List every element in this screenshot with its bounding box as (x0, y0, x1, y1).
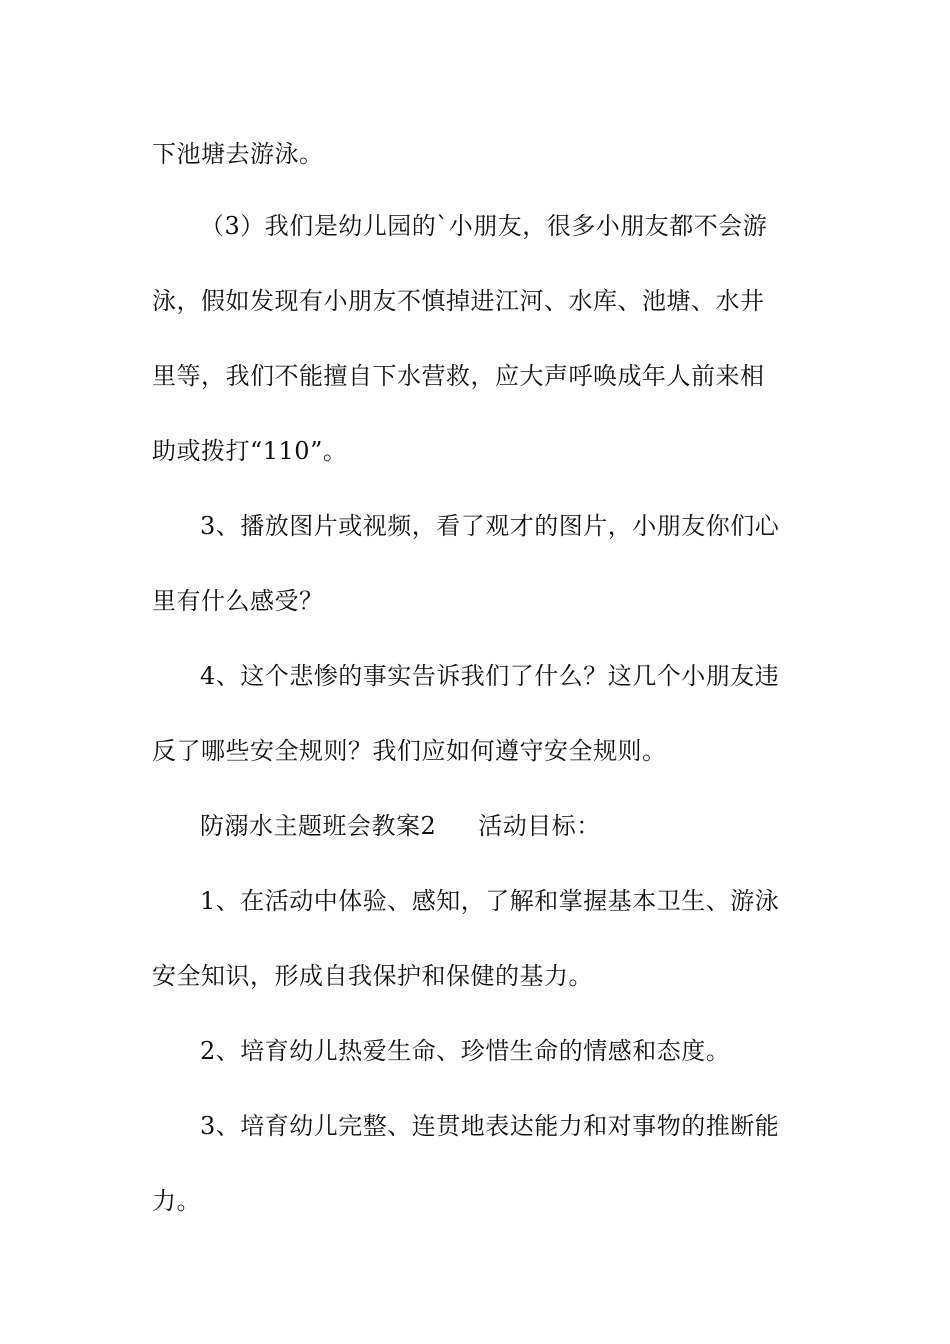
text-line: 3、播放图片或视频，看了观才的图片，小朋友你们心 (200, 512, 780, 540)
text-line: 4、这个悲惨的事实告诉我们了什么？这几个小朋友违 (200, 662, 780, 690)
text-line: 泳，假如发现有小朋友不慎掉进江河、水库、池塘、水井 (152, 287, 765, 315)
text-line: （3）我们是幼儿园的`小朋友，很多小朋友都不会游 (200, 212, 768, 240)
text-line: 1、在活动中体验、感知，了解和掌握基本卫生、游泳 (200, 887, 780, 915)
section-subtitle: 活动目标： (478, 812, 601, 840)
text-line: 里等，我们不能擅自下水营救，应大声呼唤成年人前来相 (152, 362, 765, 390)
text-line: 2、培育幼儿热爱生命、珍惜生命的情感和态度。 (200, 1037, 731, 1065)
section-title: 防溺水主题班会教案2 (200, 812, 437, 840)
text-line: 反了哪些安全规则？我们应如何遵守安全规则。 (152, 737, 667, 765)
text-line: 3、培育幼儿完整、连贯地表达能力和对事物的推断能 (200, 1112, 780, 1140)
text-line: 力。 (152, 1187, 201, 1215)
text-line: 下池塘去游泳。 (152, 140, 324, 168)
section-heading (200, 811, 860, 841)
text-line: 助或拨打“110”。 (152, 437, 348, 465)
text-line: 安全知识，形成自我保护和保健的基力。 (152, 962, 593, 990)
text-line: 里有什么感受？ (152, 587, 324, 615)
